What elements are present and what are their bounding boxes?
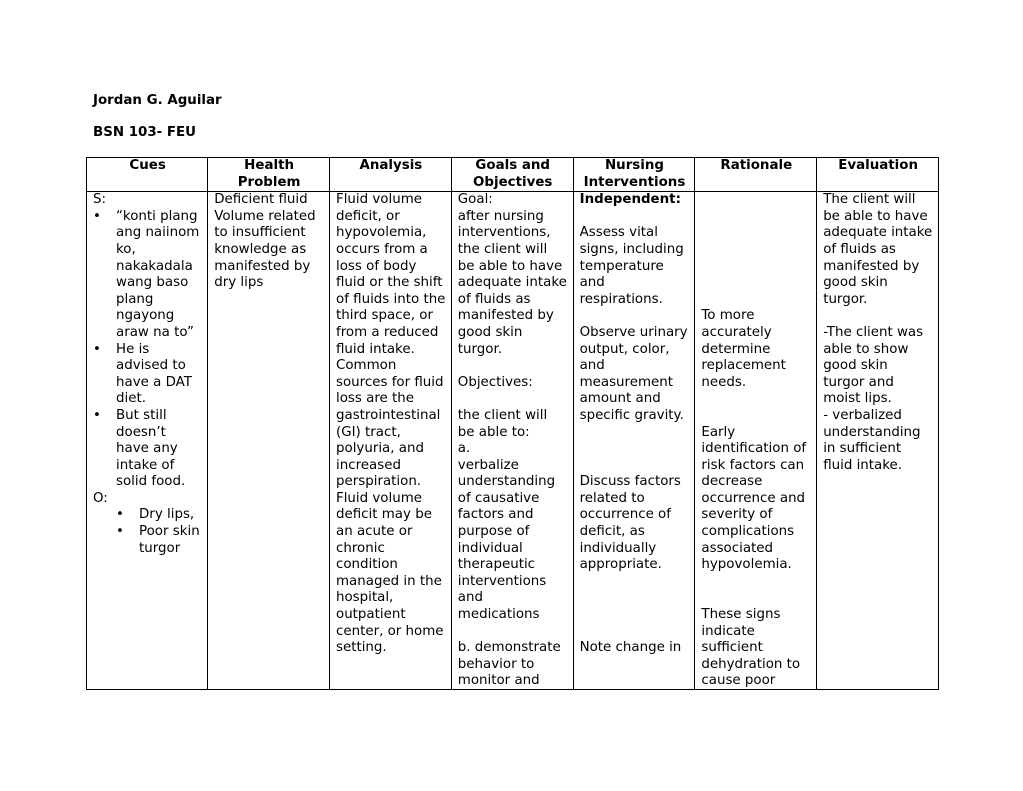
goals-cell xyxy=(451,192,573,690)
objective-b-text: b. demonstrate behavior to monitor and xyxy=(457,640,561,689)
health-problem-cell xyxy=(208,192,330,690)
bullet-icon: • xyxy=(93,341,101,357)
rationale-item: These signs indicate sufficient dehydration to cause poor xyxy=(701,607,801,689)
intervention-item: Note change in xyxy=(579,640,682,656)
objective-a-text: verbalize understanding of causative factors and purpose of individual therapeutic interventions and medications xyxy=(457,457,556,623)
list-item xyxy=(93,209,202,342)
column-header-analysis: Analysis xyxy=(330,158,452,192)
bullet-icon: • xyxy=(93,208,101,224)
table-header-row xyxy=(87,158,939,192)
objective-item: Dry lips, xyxy=(139,507,195,523)
objective-a-label: a. xyxy=(457,441,471,457)
list-item xyxy=(93,408,202,491)
course-code: BSN 103- FEU xyxy=(93,125,197,140)
analysis-cell xyxy=(330,192,452,690)
independent-label: Independent: xyxy=(579,192,681,208)
subjective-item: He is advised to have a DAT diet. xyxy=(116,341,192,407)
evaluation-item: The client will be able to have adequate intake of fluids as manifested by good skin turgor. xyxy=(823,192,933,307)
bullet-icon: • xyxy=(116,507,124,523)
intervention-item: Assess vital signs, including temperature and respirations. xyxy=(579,225,684,307)
evaluation-item: -The client was able to show good skin turgor and moist lips. xyxy=(823,324,924,407)
intervention-item: Discuss factors related to occurrence of deficit, as individually appropriate. xyxy=(579,474,681,573)
intervention-item: Observe urinary output, color, and measurement amount and specific gravity. xyxy=(579,324,688,423)
bullet-icon: • xyxy=(93,407,101,423)
author-name: Jordan G. Aguilar xyxy=(93,93,222,108)
list-item xyxy=(93,507,202,524)
rationale-item: Early identification of risk factors can decrease occurrence and severity of complications associated hypovolemia. xyxy=(701,424,807,573)
evaluation-cell xyxy=(817,192,939,690)
cues-cell xyxy=(87,192,208,690)
subjective-list xyxy=(93,209,202,491)
objective-label: O: xyxy=(93,490,108,506)
column-header-rationale: Rationale xyxy=(695,158,817,192)
bullet-icon: • xyxy=(116,524,124,540)
subjective-item: “konti plang ang naiinom ko, nakakadala wang baso plang ngayong araw na to” xyxy=(116,208,200,340)
goal-text: after nursing interventions, the client will be able to have adequate intake of fluids as manifested by good skin turgor. xyxy=(457,208,567,357)
column-header-health-problem: Health Problem xyxy=(208,158,330,192)
health-problem-text: Deficient fluid Volume related to insufficient knowledge as manifested by dry lips xyxy=(214,192,316,291)
objective-item: Poor skin turgor xyxy=(139,524,200,556)
evaluation-item: - verbalized understanding in sufficient fluid intake. xyxy=(823,407,921,473)
subjective-item: But still doesn’t have any intake of solid food. xyxy=(116,407,186,490)
column-header-cues: Cues xyxy=(87,158,208,192)
rationale-cell xyxy=(695,192,817,690)
table-row xyxy=(87,192,939,690)
rationale-item: To more accurately determine replacement needs. xyxy=(701,308,786,390)
subjective-label: S: xyxy=(93,192,107,208)
column-header-interventions: Nursing Interventions xyxy=(573,158,695,192)
objectives-intro: the client will be able to: xyxy=(457,407,548,440)
column-header-evaluation: Evaluation xyxy=(817,158,939,192)
objectives-label: Objectives: xyxy=(457,374,533,390)
list-item xyxy=(93,342,202,408)
analysis-text: Fluid volume deficit, or hypovolemia, occurs from a loss of body fluid or the shift of fluids into the third space, or from a reduced fluid intake. Common sources for fluid loss are the gastrointestinal (GI) tract, polyuria, and increased perspiration. Fluid volume deficit may be an acute or chronic condition managed in the hospital, outpatient center, or home setting. xyxy=(336,192,446,656)
column-header-goals: Goals and Objectives xyxy=(451,158,573,192)
goal-label: Goal: xyxy=(457,192,493,208)
interventions-cell xyxy=(573,192,695,690)
objective-list xyxy=(93,507,202,557)
nursing-care-plan-table xyxy=(86,157,939,690)
list-item xyxy=(93,524,202,557)
